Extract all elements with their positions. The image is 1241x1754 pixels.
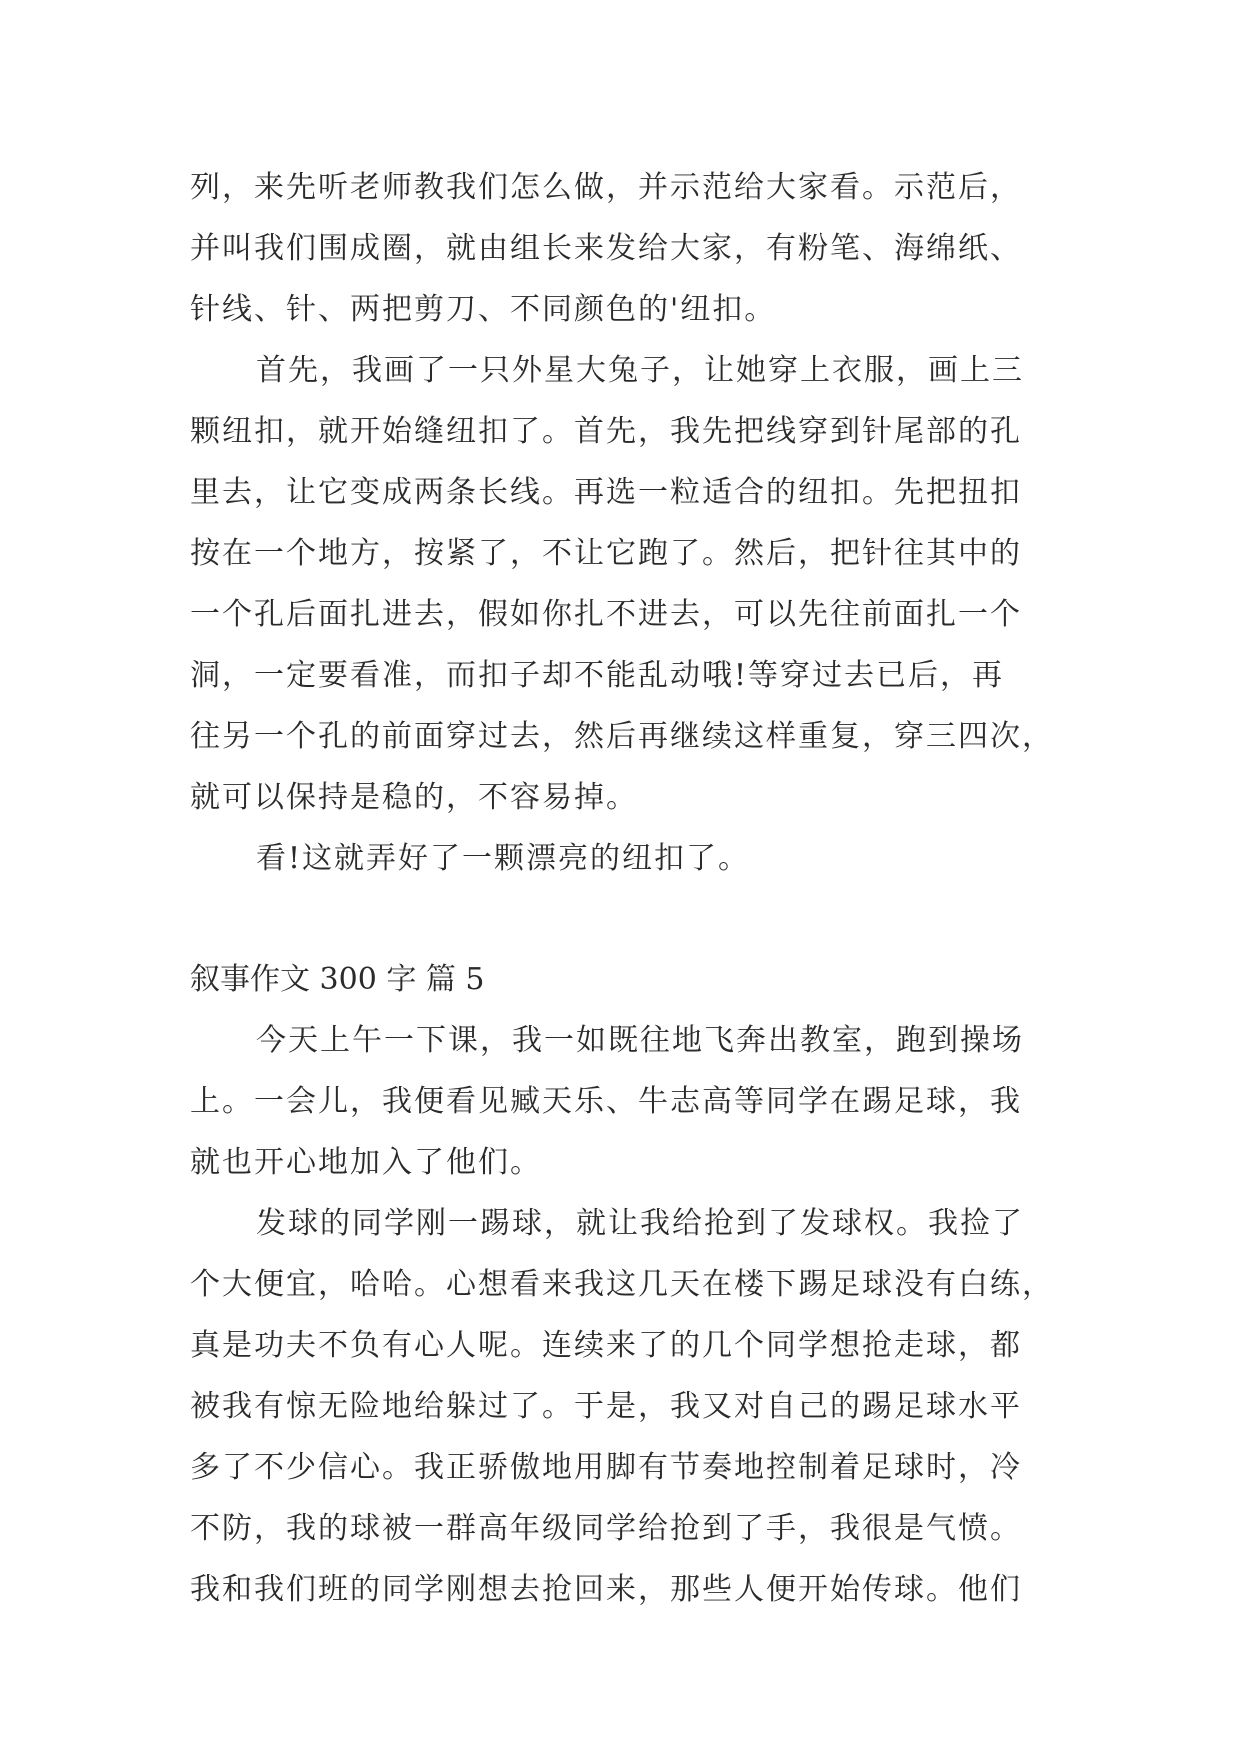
text-line: 按在一个地方，按紧了，不让它跑了。然后，把针往其中的 bbox=[190, 536, 1022, 571]
text-line: 个大便宜，哈哈。心想看来我这几天在楼下踢足球没有白练， bbox=[190, 1267, 1054, 1302]
text-line: 列，来先听老师教我们怎么做，并示范给大家看。示范后， bbox=[190, 170, 1022, 205]
text-line: 被我有惊无险地给躲过了。于是，我又对自己的踢足球水平 bbox=[190, 1389, 1022, 1424]
text-line: 多了不少信心。我正骄傲地用脚有节奏地控制着足球时，冷 bbox=[190, 1450, 1022, 1485]
text-line: 颗纽扣，就开始缝纽扣了。首先，我先把线穿到针尾部的孔 bbox=[190, 414, 1022, 449]
text-line: 一个孔后面扎进去，假如你扎不进去，可以先往前面扎一个 bbox=[190, 597, 1022, 632]
paragraph-start-line: 首先，我画了一只外星大兔子，让她穿上衣服，画上三 bbox=[256, 353, 1024, 388]
text-line: 往另一个孔的前面穿过去，然后再继续这样重复，穿三四次， bbox=[190, 719, 1054, 754]
text-line: 上。一会儿，我便看见臧天乐、牛志高等同学在踢足球，我 bbox=[190, 1084, 1022, 1119]
paragraph-start-line: 今天上午一下课，我一如既往地飞奔出教室，跑到操场 bbox=[256, 1023, 1024, 1058]
text-line: 并叫我们围成圈，就由组长来发给大家，有粉笔、海绵纸、 bbox=[190, 231, 1022, 266]
text-line: 洞，一定要看准，而扣子却不能乱动哦!等穿过去已后，再 bbox=[190, 658, 1005, 693]
text-line: 就可以保持是稳的，不容易掉。 bbox=[190, 780, 638, 815]
text-line: 针线、针、两把剪刀、不同颜色的'纽扣。 bbox=[190, 292, 777, 327]
section-heading: 叙事作文 300 字 篇 5 bbox=[190, 962, 485, 997]
paragraph-start-line: 看!这就弄好了一颗漂亮的纽扣了。 bbox=[256, 841, 751, 876]
text-line: 里去，让它变成两条长线。再选一粒适合的纽扣。先把扭扣 bbox=[190, 475, 1022, 510]
text-line: 不防，我的球被一群高年级同学给抢到了手，我很是气愤。 bbox=[190, 1511, 1022, 1546]
text-line: 我和我们班的同学刚想去抢回来，那些人便开始传球。他们 bbox=[190, 1572, 1022, 1607]
paragraph-start-line: 发球的同学刚一踢球，就让我给抢到了发球权。我捡了 bbox=[256, 1206, 1024, 1241]
text-line: 就也开心地加入了他们。 bbox=[190, 1145, 542, 1180]
text-line: 真是功夫不负有心人呢。连续来了的几个同学想抢走球，都 bbox=[190, 1328, 1022, 1363]
